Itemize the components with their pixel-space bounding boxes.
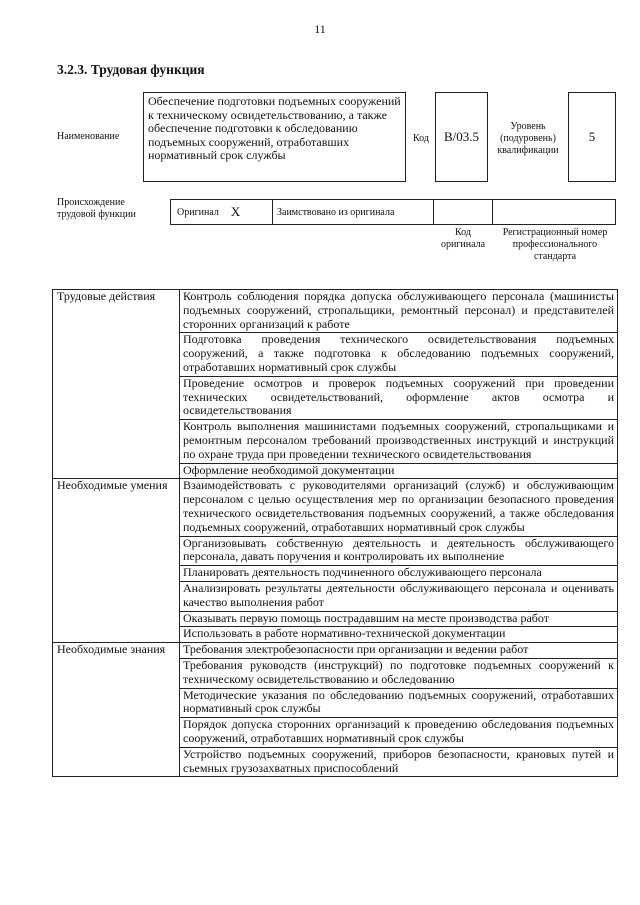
table-row: [53, 479, 618, 536]
table-cell: Методические указания по обследованию подъемных сооружений, отработавших нормативный срок службы: [180, 688, 618, 718]
table-cell: Контроль выполнения машинистами подъемных сооружений, стропальщиками и ремонтным персоналом требований производственных инструкций и инструкций по охране труда при проведении технического освидетельствования: [180, 420, 618, 463]
table-cell: Взаимодействовать с руководителями организаций (служб) и обслуживающим персоналом с целью осуществления мер по организации безопасного проведения технического освидетельствования подъемных сооружений, а также обследования подъемных сооружений, отработавших нормативный срок службы: [180, 479, 618, 536]
level-label: Уровень (подуровень) квалификации: [497, 121, 559, 156]
table-cell: Требования электробезопасности при организации и ведении работ: [180, 643, 618, 659]
function-name-value: Обеспечение подготовки подъемных сооружений к техническому освидетельствованию, а также обеспечение подготовки к обследованию подъемных сооружений, отработавших нормативный срок службы: [148, 94, 401, 163]
reg-number-cell: [492, 199, 616, 225]
origin-label: Происхождение трудовой функции: [57, 197, 136, 220]
code-label: Код: [413, 133, 429, 144]
function-name-box: [143, 92, 406, 182]
table-cell: Планировать деятельность подчиненного обслуживающего персонала: [180, 566, 618, 582]
section-title-actions: Трудовые действия: [53, 290, 180, 479]
name-label: Наименование: [57, 131, 120, 142]
original-cell: [170, 199, 273, 225]
code-value: В/03.5: [443, 129, 480, 144]
table-cell: Контроль соблюдения порядка допуска обслуживающего персонала (машинисты подъемных сооружений, стропальщики, ремонтный персонал) и представителей сторонних организаций к работе: [180, 290, 618, 333]
table-cell: Анализировать результаты деятельности обслуживающего персонала и оценивать качество выполнения работ: [180, 581, 618, 611]
borrowed-cell: [272, 199, 434, 225]
table-row: [53, 643, 618, 659]
table-cell: Оказывать первую помощь пострадавшим на месте производства работ: [180, 611, 618, 627]
table-cell: Требования руководств (инструкций) по подготовке подъемных сооружений к техническому освидетельствованию и обследованию: [180, 658, 618, 688]
competency-table: [52, 289, 618, 777]
section-title: 3.2.3. Трудовая функция: [57, 62, 205, 77]
table-cell: Проведение осмотров и проверок подъемных сооружений при проведении технических освидетельствований, оформление актов осмотра и освидетельствования: [180, 376, 618, 419]
table-cell: Оформление необходимой документации: [180, 463, 618, 479]
table-cell: Порядок допуска сторонних организаций к проведению обследования подъемных сооружений, отработавших нормативный срок службы: [180, 718, 618, 748]
page-number: 11: [314, 22, 326, 36]
level-box: [568, 92, 616, 182]
level-value: 5: [588, 129, 596, 144]
section-title-skills: Необходимые умения: [53, 479, 180, 643]
code-box: [435, 92, 488, 182]
section-title-knowledge: Необходимые знания: [53, 643, 180, 777]
original-mark: X: [230, 204, 241, 219]
origin-code-cell: [433, 199, 493, 225]
table-cell: Организовывать собственную деятельность и деятельность обслуживающего персонала, давать поручения и контролировать их выполнение: [180, 536, 618, 566]
table-cell: Использовать в работе нормативно-технической документации: [180, 627, 618, 643]
code-caption: Код оригинала: [440, 227, 486, 250]
reg-caption: Регистрационный номер профессионального стандарта: [502, 227, 608, 262]
original-label: Оригинал: [177, 206, 219, 218]
table-cell: Подготовка проведения технического освидетельствования подъемных сооружений, а также подготовка к обследованию подъемных сооружений, отработавших нормативный срок службы: [180, 333, 618, 376]
table-row: [53, 290, 618, 333]
table-cell: Устройство подъемных сооружений, приборов безопасности, крановых путей и съемных грузозахватных приспособлений: [180, 747, 618, 777]
borrowed-label: Заимствовано из оригинала: [277, 206, 395, 218]
